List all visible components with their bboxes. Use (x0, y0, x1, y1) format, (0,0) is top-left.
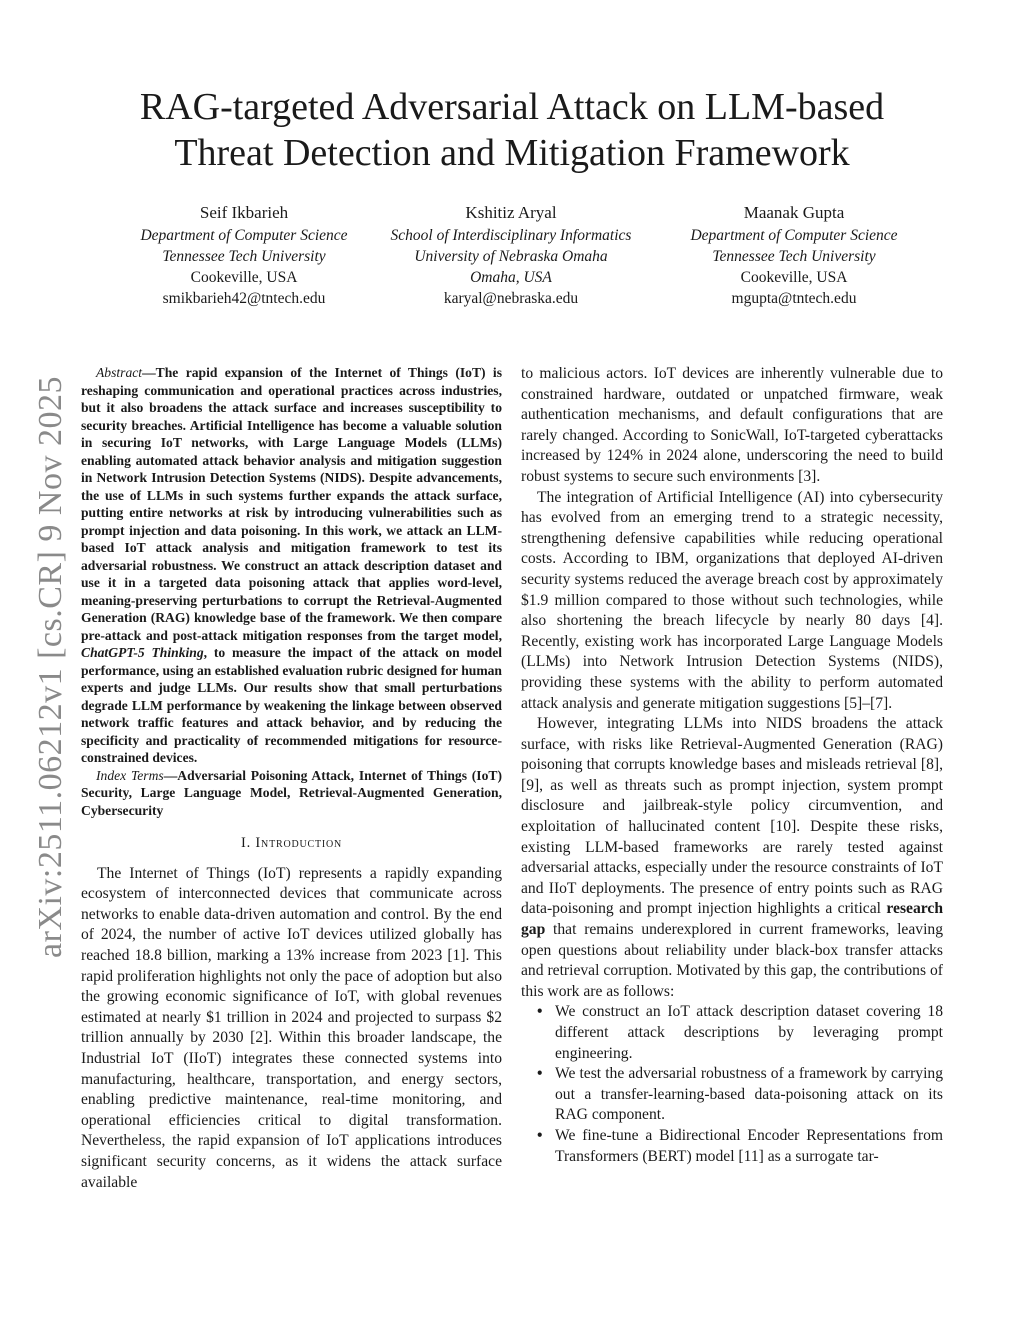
index-terms (81, 767, 502, 820)
author-email[interactable]: karyal@nebraska.edu (443, 290, 579, 307)
list-item (521, 1002, 943, 1064)
author-university: University of Nebraska Omaha (414, 248, 608, 265)
author-location: Omaha, USA (470, 269, 552, 286)
author-department: School of Interdisciplinary Informatics (390, 227, 632, 244)
left-column (81, 364, 502, 1193)
author-1 (113, 202, 375, 309)
bullet-icon: • (537, 1003, 543, 1021)
author-department: Department of Computer Science (140, 227, 348, 244)
author-2 (376, 202, 646, 309)
author-name: Maanak Gupta (743, 203, 845, 222)
abstract-text-2: , to measure the impact of the attack on model performance, using an established evaluation rubric designed for human experts and judge LLMs. Our results show that small perturbations degrade LLM performance by weakening the linkage between observed network traffic features and attack behavior, and by reducing the specificity and practicality of recommended mitigations for resource-constrained devices. (81, 645, 503, 765)
author-email[interactable]: mgupta@tntech.edu (731, 290, 857, 307)
arxiv-identifier: arXiv:2511.06212v1 [cs.CR] 9 Nov 2025 (32, 376, 69, 958)
contribution-text: We test the adversarial robustness of a framework by carrying out a transfer-learning-based data-poisoning attack on its RAG component. (555, 1065, 943, 1124)
author-location: Cookeville, USA (740, 269, 848, 286)
author-3 (674, 202, 914, 309)
title-line-1: RAG-targeted Adversarial Attack on LLM-based (139, 86, 885, 128)
section-heading-introduction: I. Introduction (240, 835, 343, 851)
index-terms-text: —Adversarial Poisoning Attack, Internet of Things (IoT) Security, Large Language Model, Retrieval-Augmented Generation, Cybersecurity (81, 767, 502, 818)
intro-paragraph-3-b: that remains underexplored in current frameworks, leaving open questions about reliability under black-box transfer attacks and retrieval corruption. Motivated by this gap, the contributions of this work are as follows: (521, 921, 943, 1000)
abstract-lead: Abstract (96, 365, 143, 380)
list-item (521, 1064, 943, 1126)
author-department: Department of Computer Science (690, 227, 898, 244)
author-university: Tennessee Tech University (162, 248, 326, 265)
intro-paragraph-1: The Internet of Things (IoT) represents a rapidly expanding ecosystem of interconnected devices that communicate across networks to enable data-driven automation and control. By the end of 2024, the number of active IoT devices utilized globally has reached 18.8 billion, marking a 13% increase from 2023 [1]. This rapid proliferation highlights not only the pace of adoption but also the growing economic significance of IoT, with global revenues estimated at nearly $1 trillion in 2024 and projected to surpass $2 trillion annually by 2030 [2]. Within this broader landscape, the Industrial IoT (IIoT) integrates these connected systems into manufacturing, healthcare, transportation, and energy sectors, enabling predictive maintenance, real-time monitoring, and operational efficiencies critical to digital transformation. Nevertheless, the rapid expansion of IoT applications introduces significant security concerns, as it widens the attack surface available (81, 864, 502, 1191)
author-university: Tennessee Tech University (712, 248, 876, 265)
contribution-text: We construct an IoT attack description dataset covering 18 different attack descriptions by leveraging prompt engineering. (555, 1003, 943, 1062)
index-terms-lead: Index Terms (96, 767, 164, 783)
list-item (521, 1126, 943, 1167)
author-name: Seif Ikbarieh (199, 203, 289, 222)
title-line-2: Threat Detection and Mitigation Framework (174, 132, 850, 174)
contribution-text: We fine-tune a Bidirectional Encoder Representations from Transformers (BERT) model [11] as a surrogate tar- (555, 1126, 943, 1165)
author-email[interactable]: smikbarieh42@tntech.edu (162, 290, 326, 307)
author-location: Cookeville, USA (190, 269, 298, 286)
right-column (521, 364, 943, 1167)
intro-paragraph-3-a: However, integrating LLMs into NIDS broadens the attack surface, with risks like Retrieval-Augmented Generation (RAG) poisoning that corrupts knowledge bases and misleads retrieval [8], [9], as well as threats such as prompt injection, system prompt disclosure and jailbreak-style policy circumvention, and exploitation of hallucinated content [10]. Despite these risks, existing LLM-based frameworks are rarely tested against adversarial attacks, especially under the resource constraints of IoT and IIoT deployments. The presence of entry points such as RAG data-poisoning and prompt injection highlights a critical (521, 715, 943, 918)
abstract-text-1: —The rapid expansion of the Internet of Things (IoT) is reshaping communication and operational practices across industries, but it also broadens the attack surface and increases susceptibility to security breaches. Artificial Intelligence has become a valuable solution in securing IoT networks, with Large Language Models (LLMs) enabling automated attack behavior analysis and mitigation suggestion in Network Intrusion Detection Systems (NIDS). Despite advancements, the use of LLMs in such systems further expands the attack surface, putting entire networks at risk by introducing vulnerabilities such as prompt injection and data poisoning. In this work, we attack an LLM-based IoT attack analysis and mitigation framework to test its adversarial robustness. We construct an attack description dataset and use it in a targeted data poisoning attack that applies word-level, meaning-preserving perturbations to corrupt the Retrieval-Augmented Generation (RAG) knowledge base of the framework. We then compare pre-attack and post-attack mitigation responses from the target model, (81, 365, 502, 643)
intro-paragraph-2: The integration of Artificial Intelligence (AI) into cybersecurity has evolved from an emerging trend to a strategic necessity, strengthening defensive capabilities while reducing operational costs. According to IBM, organizations that deployed AI-driven security systems reduced the average breach cost by approximately $1.9 million compared to those without such technologies, while also shortening the breach lifecycle by nearly 80 days [4]. Recently, existing work has incorporated Large Language Models (LLMs) into Network Intrusion Detection Systems (NIDS), providing these systems with the ability to perform automated attack analysis and generate mitigation suggestions [5]–[7]. (521, 488, 943, 712)
author-name: Kshitiz Aryal (465, 203, 557, 222)
intro-paragraph-continued: to malicious actors. IoT devices are inherently vulnerable due to constrained hardware, outdated or unpatched firmware, weak authentication mechanisms, and default configurations that are rarely changed. According to SonicWall, IoT-targeted cyberattacks increased by 124% in 2024 alone, underscoring the need to build robust systems to secure such environments [3]. (521, 365, 943, 485)
abstract-model-name: ChatGPT-5 Thinking (81, 645, 204, 660)
intro-paragraph-3 (521, 714, 943, 1002)
bullet-icon: • (537, 1126, 543, 1144)
bullet-icon: • (537, 1065, 543, 1083)
author-block (80, 202, 944, 312)
research-gap-emphasis: research gap (521, 900, 943, 939)
paper-title (80, 84, 944, 176)
abstract (81, 364, 502, 767)
contributions-list (521, 1002, 943, 1167)
